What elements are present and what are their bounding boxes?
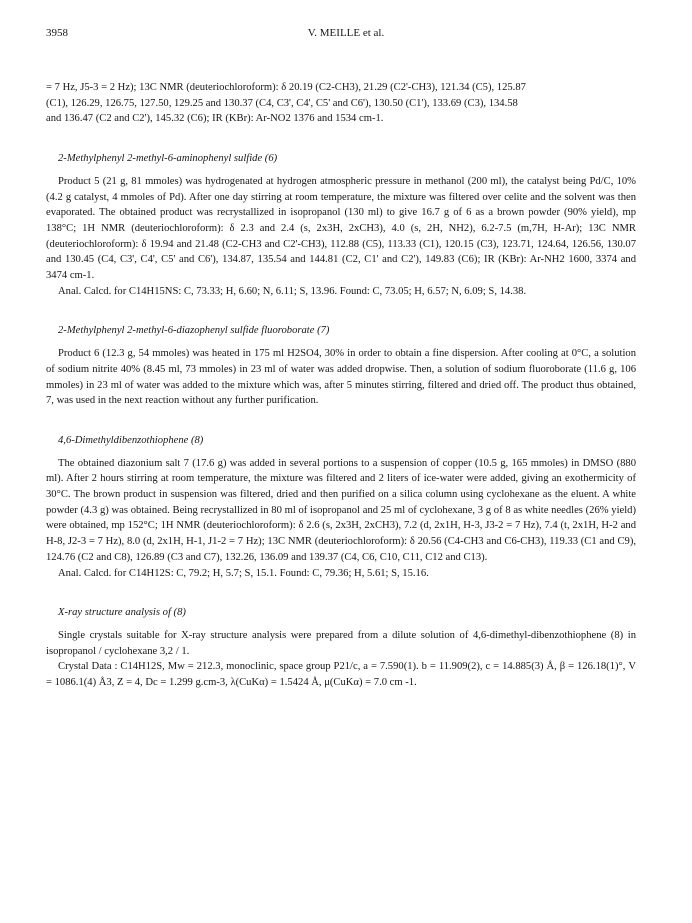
paragraph-xray: Single crystals suitable for X-ray structure analysis were prepared from a dilute solution of 4,6-dimethyl-dibenzothiophene (8) in isopropanol / cyclohexane 3,2 / 1. (46, 629, 636, 657)
analysis-compound-6: Anal. Calcd. for C14H15NS: C, 73.33; H, 6.60; N, 6.11; S, 13.96. Found: C, 73.05; H, 6.57; N, 6.09; S, 14.38. (58, 285, 527, 297)
continued-paragraph-line-3: and 136.47 (C2 and C2'), 145.32 (C6); IR (KBr): Ar-NO2 1376 and 1534 cm-1. (46, 113, 384, 125)
continued-paragraph-line-2: (C1), 126.29, 126.75, 127.50, 129.25 and 130.37 (C4, C3', C4', C5' and C6'), 130.50 (C1'), 133.69 (C3), 134.58 (46, 97, 518, 109)
section-heading-compound-7: 2-Methylphenyl 2-methyl-6-diazophenyl sulfide fluoroborate (7) (58, 325, 330, 337)
running-title: V. MEILLE et al. (307, 27, 385, 39)
paragraph-compound-6: Product 5 (21 g, 81 mmoles) was hydrogenated at hydrogen atmospheric pressure in methanol (200 ml), the catalyst being Pd/C, 10% (4.2 g catalyst, 4 mmoles of Pd). After one day stirring at room temperature, the mixture was filtered over celite and the solvent was then evaporated. The obtained product was recrystallized in isopropanol (130 ml) to give 16.7 g of 6 as a brown powder (90% yield), mp 138°C; 1H NMR (deuteriochloroform): δ 2.3 and 2.4 (s, 2x3H, 2xCH3), 4.0 (s, 2H, NH2), 6.2-7.5 (m,7H, H-Ar); 13C NMR (deuteriochloroform): δ 19.94 and 21.48 (C2-CH3 and C2'-CH3), 112.88 (C5), 113.33 (C1), 120.15 (C3), 123.71, 124.64, 126.56, 130.07 and 130.45 (C4, C3', C4', C5' and C6'), 134.87, 135.54 and 144.81 (C2, C1' and C2'), 149.83 (C6); IR (KBr): Ar-NH2 1600, 3374 and 3474 cm-1. (46, 175, 636, 282)
continued-paragraph-line-1: = 7 Hz, J5-3 = 2 Hz); 13C NMR (deuteriochloroform): δ 20.19 (C2-CH3), 21.29 (C2'-CH3), 121.34 (C5), 125.87 (46, 82, 526, 93)
section-heading-compound-8: 4,6-Dimethyldibenzothiophene (8) (58, 434, 204, 446)
analysis-compound-8: Anal. Calcd. for C14H12S: C, 79.2; H, 5.7; S, 15.1. Found: C, 79.36; H, 5.61; S, 15.16. (58, 567, 429, 579)
crystal-data: Crystal Data : C14H12S, Mw = 212.3, monoclinic, space group P21/c, a = 7.590(1). b = 11.909(2), c = 14.885(3) Å, β = 126.18(1)°, V = 1086.1(4) Å3, Z = 4, Dc = 1.299 g.cm-3, λ(CuKα) = 1.5424 Å, μ(CuKα) = 7.0 cm -1. (46, 661, 636, 689)
article-body (46, 80, 636, 691)
page-number: 3958 (46, 27, 68, 39)
section-heading-compound-6: 2-Methylphenyl 2-methyl-6-aminophenyl sulfide (6) (58, 153, 278, 165)
paragraph-compound-7: Product 6 (12.3 g, 54 mmoles) was heated in 175 ml H2SO4, 30% in order to obtain a fine dispersion. After cooling at 0°C, a solution of sodium nitrite 40% (8.45 ml, 73 mmoles) in 23 ml of water was added dropwise. Then, a solution of sodium fluoroborate (11.6 g, 106 mmoles) in 23 ml of water was added to the mixture which was, after 5 minutes stirring, filtered and dried off. The product thus obtained, 7, was used in the next reaction without any further purification. (46, 348, 636, 407)
paragraph-compound-8: The obtained diazonium salt 7 (17.6 g) was added in several portions to a suspension of copper (10.5 g, 165 mmoles) in DMSO (880 ml). After 2 hours stirring at room temperature, the mixture was filtered and 2 liters of ice-water were added, giving an exothermicity of 30°C. The brown product in suspension was filtered, dried and then purified on a silica column using cyclohexane as the eluent. A white powder (4.3 g) was obtained. Being recrystallized in 80 ml of isopropanol and 25 ml of cyclohexane, 3 g of 8 as white needles (26% yield) were obtained, mp 152°C; 1H NMR (deuteriochloroform): δ 2.6 (s, 2x3H, 2xCH3), 7.2 (d, 2x1H, H-3, J3-2 = 7 Hz), 7.4 (t, 2x1H, H-2 and H-8, J2-3 = 7 Hz), 8.0 (d, 2x1H, H-1, J1-2 = 7 Hz); 13C NMR (deuteriochloroform): δ 20.56 (C4-CH3 and C6-CH3), 119.33 (C1 and C9), 124.76 (C2 and C8), 126.89 (C3 and C7), 132.26, 136.09 and 139.37 (C4, C6, C10, C11, C12 and C13). (46, 457, 636, 563)
section-heading-xray: X-ray structure analysis of (8) (58, 607, 186, 619)
